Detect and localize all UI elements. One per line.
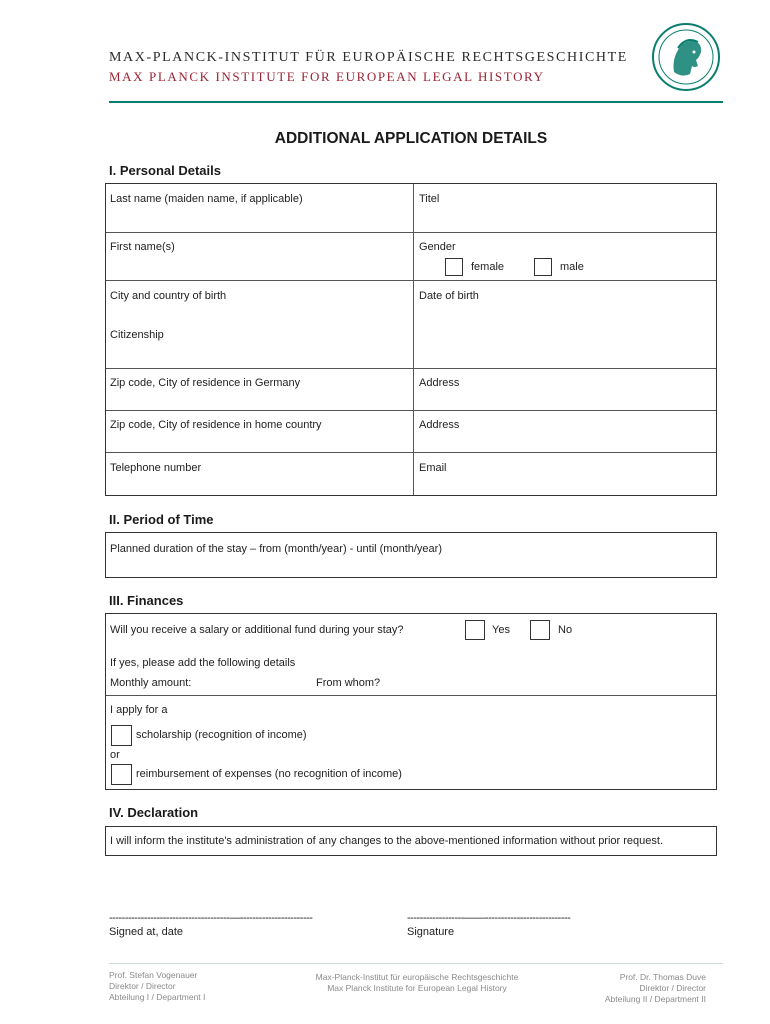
signature-line[interactable]: ------------------——--------------------------- bbox=[407, 912, 571, 924]
period-table bbox=[105, 532, 717, 578]
signed-at-label: Signed at, date bbox=[109, 926, 184, 938]
yes-label: Yes bbox=[492, 624, 510, 636]
telephone-field[interactable]: Telephone number bbox=[110, 462, 202, 474]
finances-table bbox=[105, 613, 717, 790]
citizenship-field[interactable]: Citizenship bbox=[110, 329, 164, 341]
date-of-birth-field[interactable]: Date of birth bbox=[419, 290, 479, 302]
footer-left: Prof. Stefan Vogenauer Direktor / Director Abteilung I / Department I bbox=[109, 970, 206, 1002]
no-checkbox[interactable] bbox=[530, 620, 550, 640]
scholarship-label: scholarship (recognition of income) bbox=[136, 729, 307, 741]
reimbursement-label: reimbursement of expenses (no recognition of income) bbox=[136, 768, 402, 780]
male-checkbox[interactable] bbox=[534, 258, 552, 276]
male-label: male bbox=[560, 261, 584, 273]
titel-field[interactable]: Titel bbox=[419, 193, 440, 205]
email-field[interactable]: Email bbox=[419, 462, 447, 474]
scholarship-checkbox[interactable] bbox=[111, 725, 132, 746]
footer-center: Max-Planck-Institut für europäische Rechtsgeschichte Max Planck Institute for European Legal History bbox=[315, 972, 519, 993]
address-germany-field[interactable]: Address bbox=[419, 377, 460, 389]
monthly-amount-field[interactable]: Monthly amount: bbox=[110, 677, 192, 689]
page-title: ADDITIONAL APPLICATION DETAILS bbox=[274, 130, 548, 147]
signature-label: Signature bbox=[407, 926, 455, 938]
minerva-seal-icon bbox=[650, 22, 722, 92]
section-finances-heading: III. Finances bbox=[109, 593, 184, 608]
reimbursement-checkbox[interactable] bbox=[111, 764, 132, 785]
female-label: female bbox=[471, 261, 505, 273]
planned-duration-field[interactable]: Planned duration of the stay – from (month/year) - until (month/year) bbox=[110, 543, 442, 555]
zip-home-field[interactable]: Zip code, City of residence in home country bbox=[110, 419, 322, 431]
section-declaration-heading: IV. Declaration bbox=[109, 805, 199, 820]
if-yes-label: If yes, please add the following details bbox=[110, 657, 296, 669]
declaration-table bbox=[105, 826, 717, 856]
city-country-birth-field[interactable]: City and country of birth bbox=[110, 290, 227, 302]
apply-for-label: I apply for a bbox=[110, 704, 168, 716]
institute-name-de: MAX-PLANCK-INSTITUT FÜR EUROPÄISCHE RECHTSGESCHICHTE bbox=[109, 50, 628, 65]
date-signature-line[interactable]: --------------------------------------—----------------------- bbox=[109, 912, 313, 924]
no-label: No bbox=[558, 624, 573, 636]
salary-question: Will you receive a salary or additional fund during your stay? bbox=[110, 624, 404, 636]
address-home-field[interactable]: Address bbox=[419, 419, 460, 431]
zip-germany-field[interactable]: Zip code, City of residence in Germany bbox=[110, 377, 301, 389]
female-checkbox[interactable] bbox=[445, 258, 463, 276]
from-whom-field[interactable]: From whom? bbox=[316, 677, 381, 689]
institute-name-en: MAX PLANCK INSTITUTE FOR EUROPEAN LEGAL HISTORY bbox=[109, 69, 545, 84]
header-divider bbox=[109, 101, 723, 103]
footer-right: Prof. Dr. Thomas Duve Direktor / Director Abteilung II / Department II bbox=[604, 972, 706, 1004]
section-personal-heading: I. Personal Details bbox=[109, 163, 221, 178]
gender-label: Gender bbox=[419, 241, 456, 253]
or-label: or bbox=[110, 749, 120, 761]
declaration-text: I will inform the institute's administration of any changes to the above-mentioned information without prior request. bbox=[110, 835, 663, 847]
last-name-field[interactable]: Last name (maiden name, if applicable) bbox=[110, 193, 303, 205]
footer-divider bbox=[109, 963, 723, 964]
section-period-heading: II. Period of Time bbox=[109, 512, 214, 527]
yes-checkbox[interactable] bbox=[465, 620, 485, 640]
first-name-field[interactable]: First name(s) bbox=[110, 241, 175, 253]
personal-details-table bbox=[105, 183, 717, 496]
